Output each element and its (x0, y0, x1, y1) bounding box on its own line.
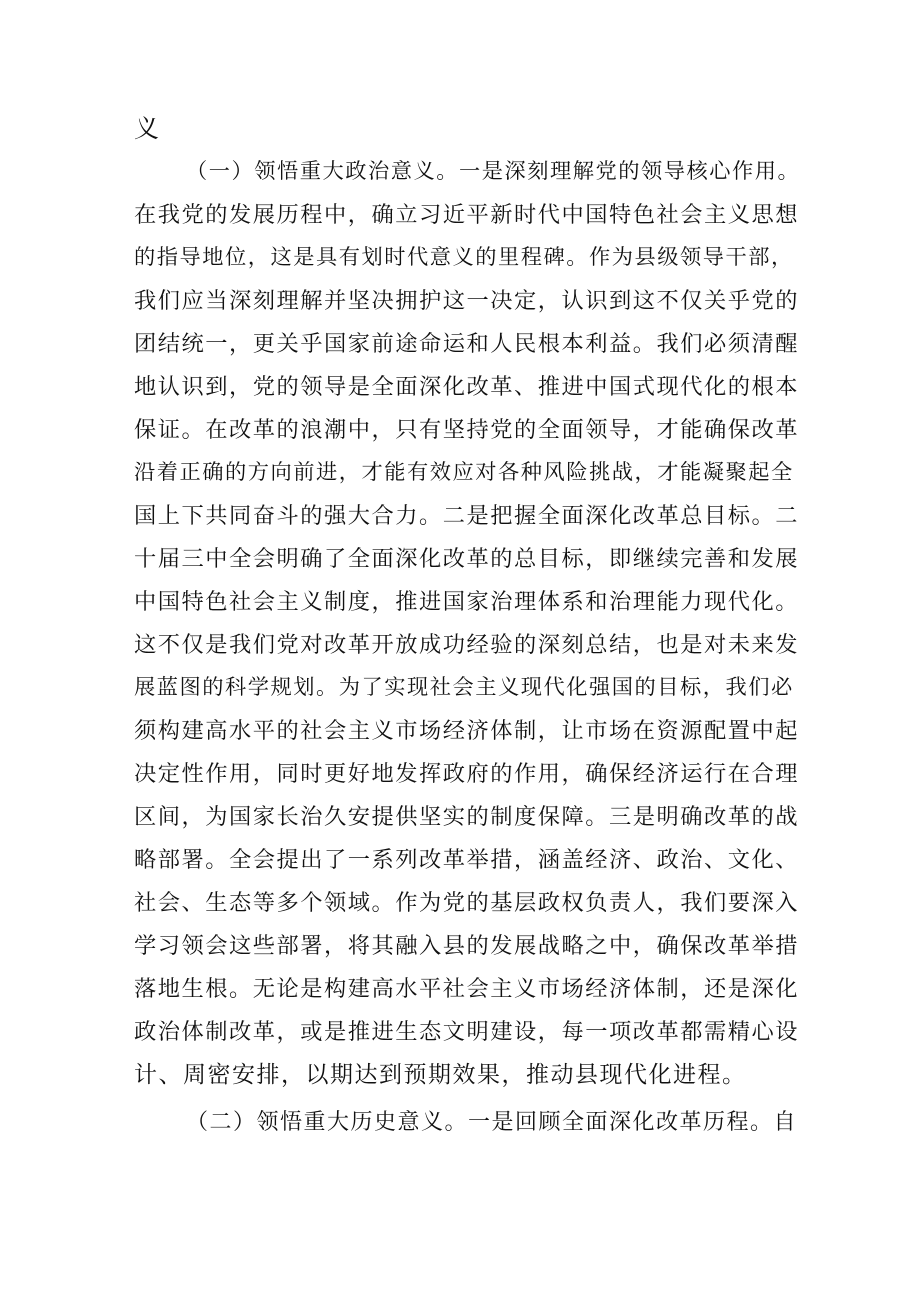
text-line-10: 国上下共同奋斗的强大合力。二是把握全面深化改革总目标。二 (134, 503, 799, 529)
text-line-11: 十届三中全会明确了全面深化改革的总目标，即继续完善和发展 (134, 546, 799, 572)
text-line-19: 社会、生态等多个领域。作为党的基层政权负责人，我们要深入 (134, 890, 799, 916)
text-line-7: 地认识到，党的领导是全面深化改革、推进中国式现代化的根本 (134, 374, 799, 400)
text-line-18: 略部署。全会提出了一系列改革举措，涵盖经济、政治、文化、 (134, 847, 799, 873)
text-line-4: 的指导地位，这是具有划时代意义的里程碑。作为县级领导干部， (134, 245, 794, 270)
text-line-16: 决定性作用，同时更好地发挥政府的作用，确保经济运行在合理 (134, 761, 799, 787)
text-line-15: 须构建高水平的社会主义市场经济体制，让市场在资源配置中起 (134, 718, 799, 744)
text-line-14: 展蓝图的科学规划。为了实现社会主义现代化强国的目标，我们必 (134, 675, 794, 700)
text-line-12: 中国特色社会主义制度，推进国家治理体系和治理能力现代化。 (134, 589, 799, 615)
text-line-3: 在我党的发展历程中，确立习近平新时代中国特色社会主义思想 (134, 202, 799, 228)
text-line-20: 学习领会这些部署，将其融入县的发展战略之中，确保改革举措 (134, 933, 799, 959)
text-line-5: 我们应当深刻理解并坚决拥护这一决定，认识到这不仅关乎党的 (134, 288, 799, 314)
text-line-8: 保证。在改革的浪潮中，只有坚持党的全面领导，才能确保改革 (134, 417, 799, 443)
text-line-1: 义 (134, 114, 161, 143)
text-line-17: 区间，为国家长治久安提供坚实的制度保障。三是明确改革的战 (134, 804, 799, 830)
text-line-6: 团结统一，更关乎国家前途命运和人民根本利益。我们必须清醒 (134, 331, 799, 357)
text-line-22: 政治体制改革，或是推进生态文明建设，每一项改革都需精心设 (134, 1019, 799, 1045)
text-line-13: 这不仅是我们党对改革开放成功经验的深刻总结，也是对未来发 (134, 632, 799, 658)
text-line-23: 计、周密安排，以期达到预期效果，推动县现代化进程。 (134, 1062, 747, 1088)
text-line-9: 沿着正确的方向前进，才能有效应对各种风险挑战，才能凝聚起全 (134, 460, 794, 485)
paragraph-2-heading-line: （二）领悟重大历史意义。一是回顾全面深化改革历程。自 (186, 1110, 798, 1135)
text-line-21: 落地生根。无论是构建高水平社会主义市场经济体制，还是深化 (134, 976, 799, 1002)
paragraph-1-heading-line: （一）领悟重大政治意义。一是深刻理解党的领导核心作用。 (186, 159, 801, 184)
